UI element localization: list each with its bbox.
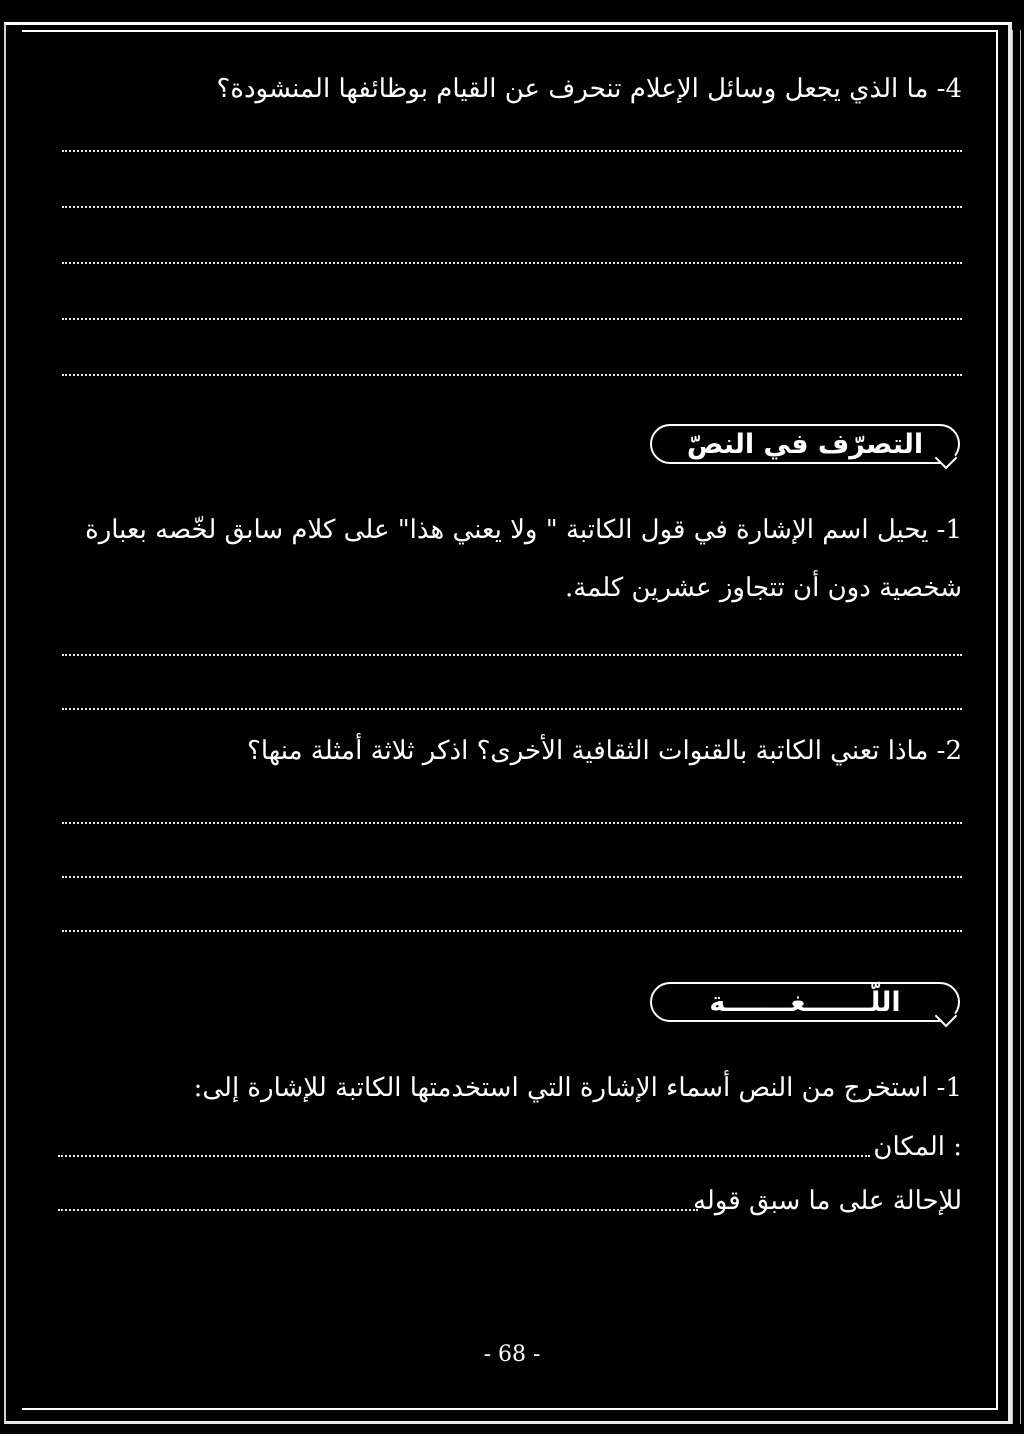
answer-line-place[interactable] bbox=[58, 1155, 870, 1157]
composition-question-2: 2- ماذا تعني الكاتبة بالقنوات الثقافية الأخرى؟ اذكر ثلاثة أمثلة منها؟ bbox=[247, 736, 962, 766]
answer-line-reference[interactable] bbox=[58, 1209, 698, 1211]
place-label: : المكان bbox=[873, 1132, 962, 1162]
language-question-1: 1- استخرج من النص أسماء الإشارة التي استخدمتها الكاتبة للإشارة إلى: bbox=[193, 1073, 962, 1103]
section-heading-composition-text: التصرّف في النصّ bbox=[686, 428, 924, 460]
question-4: 4- ما الذي يجعل وسائل الإعلام تنحرف عن القيام بوظائفها المنشودة؟ bbox=[216, 74, 962, 104]
answer-line-c2-3[interactable] bbox=[62, 930, 962, 932]
reference-label: للإحالة على ما سبق قوله bbox=[692, 1186, 962, 1216]
page-edge-lines bbox=[1012, 30, 1021, 1424]
answer-line-c1-1[interactable] bbox=[62, 654, 962, 656]
answer-line-c2-1[interactable] bbox=[62, 822, 962, 824]
answer-line-q4-2[interactable] bbox=[62, 206, 962, 208]
section-heading-language bbox=[650, 982, 960, 1022]
page-number: - 68 - bbox=[483, 1342, 541, 1367]
answer-line-c2-2[interactable] bbox=[62, 876, 962, 878]
answer-line-q4-1[interactable] bbox=[62, 150, 962, 152]
section-heading-composition bbox=[650, 424, 960, 464]
answer-line-c1-2[interactable] bbox=[62, 708, 962, 710]
section-heading-language-text: اللّـــــــغـــــــة bbox=[709, 986, 901, 1018]
composition-question-1-line-1: 1- يحيل اسم الإشارة في قول الكاتبة " ولا يعني هذا" على كلام سابق لخّصه بعبارة bbox=[85, 515, 962, 545]
answer-line-q4-5[interactable] bbox=[62, 374, 962, 376]
composition-question-1-line-2: شخصية دون أن تتجاوز عشرين كلمة. bbox=[565, 573, 962, 603]
answer-line-q4-4[interactable] bbox=[62, 318, 962, 320]
answer-line-q4-3[interactable] bbox=[62, 262, 962, 264]
